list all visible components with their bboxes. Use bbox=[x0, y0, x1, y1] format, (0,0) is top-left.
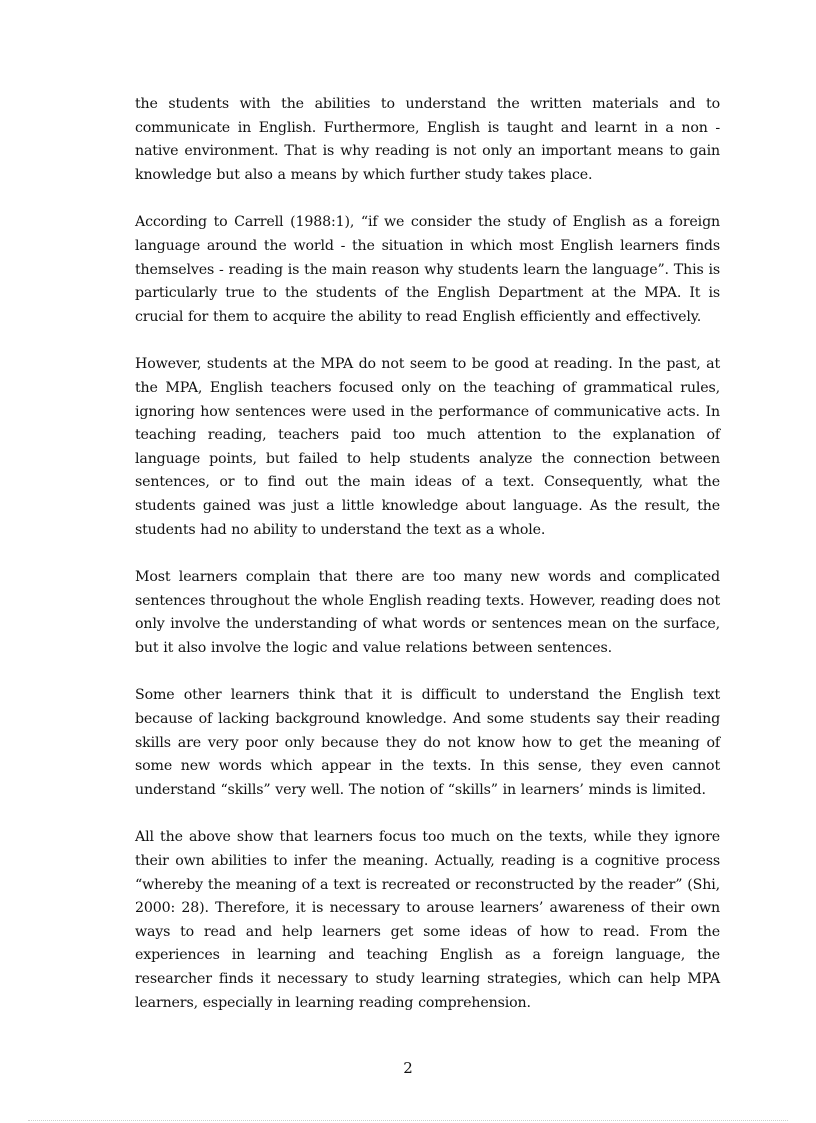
body-text bbox=[135, 93, 720, 1039]
paragraph-6: All the above show that learners focus too much on the texts, while they ignore their own abilities to infer the meaning. Actually, reading is a cognitive process “whereby the meaning of a text is recreated or reconstructed by the reader” (Shi, 2000: 28). Therefore, it is necessary to arouse learners’ awareness of their own ways to read and help learners get some ideas of how to read. From the experiences in learning and teaching English as a foreign language, the researcher finds it necessary to study learning strategies, which can help MPA learners, especially in learning reading comprehension. bbox=[135, 829, 720, 1011]
paragraph-1: the students with the abilities to understand the written materials and to communicate in English. Furthermore, English is taught and learnt in a non - native environment. That is why reading is not only an important means to gain knowledge but also a means by which further study takes place. bbox=[135, 96, 720, 183]
paragraph-2: According to Carrell (1988:1), “if we consider the study of English as a foreign language around the world - the situation in which most English learners finds themselves - reading is the main reason why students learn the language”. This is particularly true to the students of the English Department at the MPA. It is crucial for them to acquire the ability to read English efficiently and effectively. bbox=[135, 214, 720, 325]
page-bottom-rule bbox=[28, 1120, 788, 1121]
paragraph-3: However, students at the MPA do not seem to be good at reading. In the past, at the MPA, English teachers focused only on the teaching of grammatical rules, ignoring how sentences were used in the performance of communicative acts. In teaching reading, teachers paid too much attention to the explanation of language points, but failed to help students analyze the connection between sentences, or to find out the main ideas of a text. Consequently, what the students gained was just a little knowledge about language. As the result, the students had no ability to understand the text as a whole. bbox=[135, 356, 720, 538]
page-number: 2 bbox=[403, 1059, 413, 1077]
paragraph-4: Most learners complain that there are too many new words and complicated sentences throughout the whole English reading texts. However, reading does not only involve the understanding of what words or sentences mean on the surface, but it also involve the logic and value relations between sentences. bbox=[135, 569, 720, 656]
paragraph-5: Some other learners think that it is difficult to understand the English text because of lacking background knowledge. And some students say their reading skills are very poor only because they do not know how to get the meaning of some new words which appear in the texts. In this sense, they even cannot understand “skills” very well. The notion of “skills” in learners’ minds is limited. bbox=[135, 687, 720, 798]
